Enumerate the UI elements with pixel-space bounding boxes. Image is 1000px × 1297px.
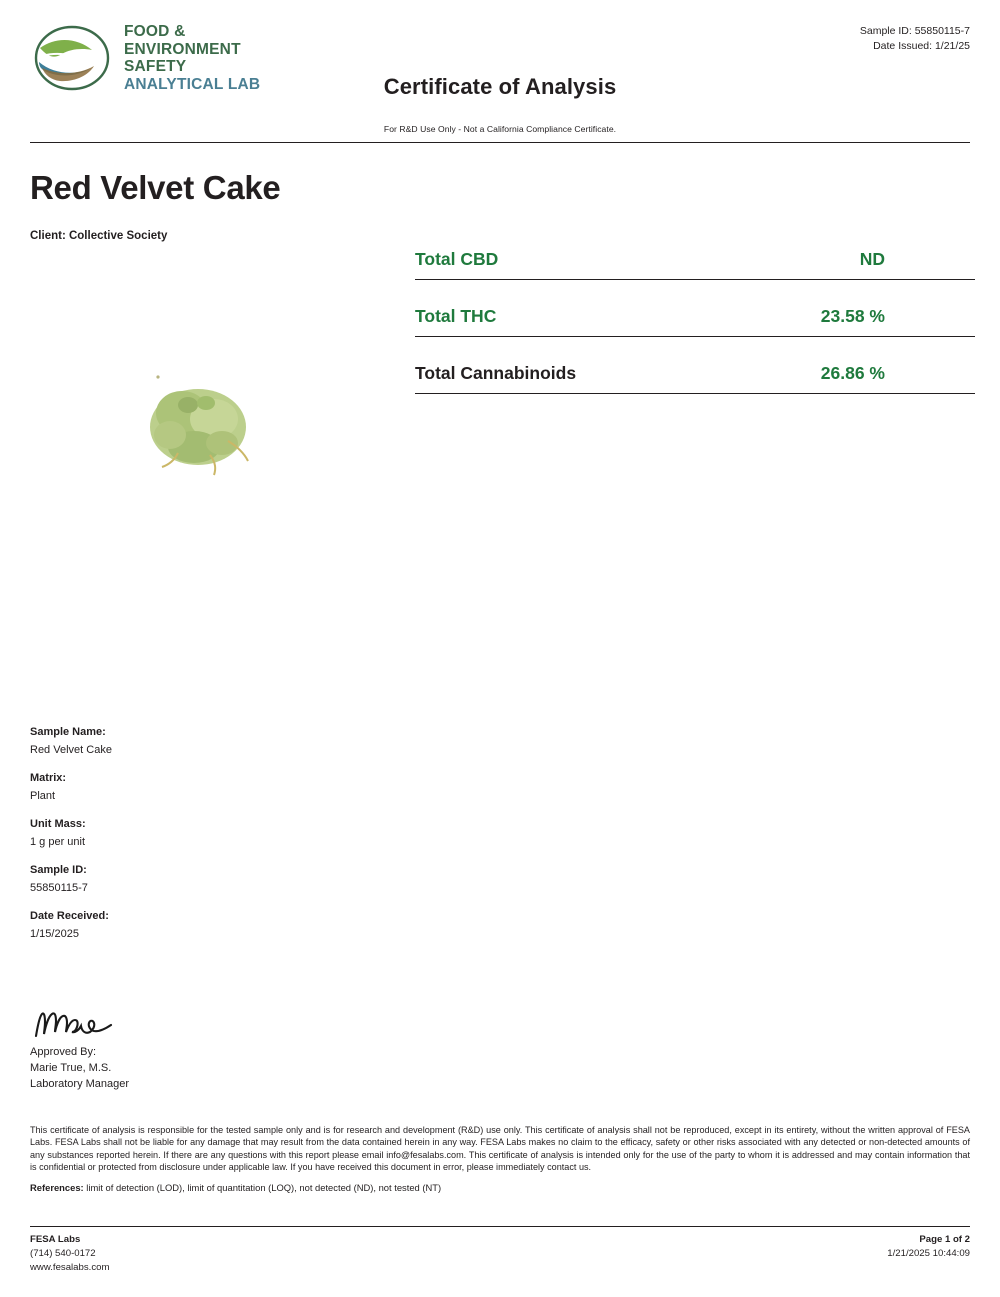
detail-value: 1/15/2025 — [30, 928, 79, 940]
cannabinoid-summary-table — [415, 232, 975, 394]
logo-line-3: SAFETY — [124, 58, 187, 75]
detail-date-received — [30, 910, 410, 940]
footer-website[interactable]: www.fesalabs.com — [30, 1262, 110, 1273]
header-meta — [860, 22, 970, 54]
disclaimer-text: This certificate of analysis is responsible for the tested sample only and is for research and development (R&D) use only. This certificate of analysis shall not be reproduced, except in its entirety, without the written approval of FESA Labs. FESA Labs shall not be liable for any damage that may result from the data contained herein in any way. FESA Labs makes no claim to the efficacy, safety or other risks associated with any detected or non-detected amounts of any substances reported herein. If there are any questions with this report please email info@fesalabs.com. This certificate of analysis is intended only for the use of the party to whom it is addressed and may contain information that is confidential or protected from disclosure under applicable law. If you have received this document in error, please immediately contact us. — [30, 1125, 970, 1173]
detail-label: Unit Mass: — [30, 818, 86, 830]
references-label: References: — [30, 1181, 84, 1193]
summary-row-cbd — [415, 232, 975, 280]
approved-by-label: Approved By: — [30, 1046, 97, 1058]
header-date-issued: Date Issued: 1/21/25 — [873, 40, 970, 52]
summary-row-thc — [415, 289, 975, 337]
footer-page-info — [887, 1233, 970, 1275]
client-name: Client: Collective Society — [30, 230, 168, 242]
summary-value-thc: 23.58 % — [820, 306, 885, 326]
detail-value: Red Velvet Cake — [30, 744, 112, 756]
summary-label-total-cannabinoids: Total Cannabinoids — [415, 363, 577, 383]
sample-details — [30, 726, 410, 956]
footer-timestamp: 1/21/2025 10:44:09 — [887, 1248, 970, 1259]
footer-phone: (714) 540-0172 — [30, 1248, 96, 1259]
logo-line-4: ANALYTICAL LAB — [124, 75, 261, 93]
logo-line-2: ENVIRONMENT — [124, 40, 241, 58]
detail-value: Plant — [30, 790, 56, 802]
summary-label-thc: Total THC — [415, 306, 497, 326]
references-text: limit of detection (LOD), limit of quantitation (LOQ), not detected (ND), not tested (NT) — [83, 1181, 442, 1193]
approver-name: Marie True, M.S. — [30, 1062, 112, 1074]
sample-name-title: Red Velvet Cake — [30, 169, 281, 206]
header-sample-id: Sample ID: 55850115-7 — [859, 25, 970, 37]
sample-photo — [110, 355, 290, 485]
detail-label: Sample ID: — [30, 864, 87, 876]
summary-label-cbd: Total CBD — [415, 249, 499, 269]
detail-sample-name — [30, 726, 410, 756]
approver-role: Laboratory Manager — [30, 1078, 130, 1090]
references-line — [30, 1182, 970, 1194]
logo-line-1: FOOD & — [124, 23, 186, 40]
detail-sample-id — [30, 864, 410, 894]
summary-value-total-cannabinoids: 26.86 % — [820, 363, 885, 383]
page-header — [30, 0, 970, 120]
signature-icon — [30, 1000, 210, 1044]
detail-value: 1 g per unit — [30, 836, 86, 848]
rd-use-note: For R&D Use Only - Not a California Compliance Certificate. — [383, 124, 617, 134]
footer-divider — [30, 1226, 970, 1227]
header-divider — [30, 142, 970, 143]
detail-value: 55850115-7 — [30, 882, 88, 894]
footer-page-number: Page 1 of 2 — [919, 1234, 970, 1245]
page-title: Certificate of Analysis — [383, 74, 617, 99]
footer-lab-name: FESA Labs — [30, 1234, 81, 1245]
summary-value-cbd: ND — [859, 249, 885, 269]
detail-matrix — [30, 772, 410, 802]
footer-lab-info — [30, 1233, 109, 1275]
page-footer — [30, 1218, 970, 1275]
disclaimer-block — [30, 1124, 970, 1194]
summary-row-total-cannabinoids — [415, 346, 975, 394]
detail-label: Date Received: — [30, 910, 109, 922]
detail-label: Sample Name: — [30, 726, 106, 738]
approval-signature-block — [30, 1000, 430, 1092]
detail-label: Matrix: — [30, 772, 67, 784]
detail-unit-mass — [30, 818, 410, 848]
